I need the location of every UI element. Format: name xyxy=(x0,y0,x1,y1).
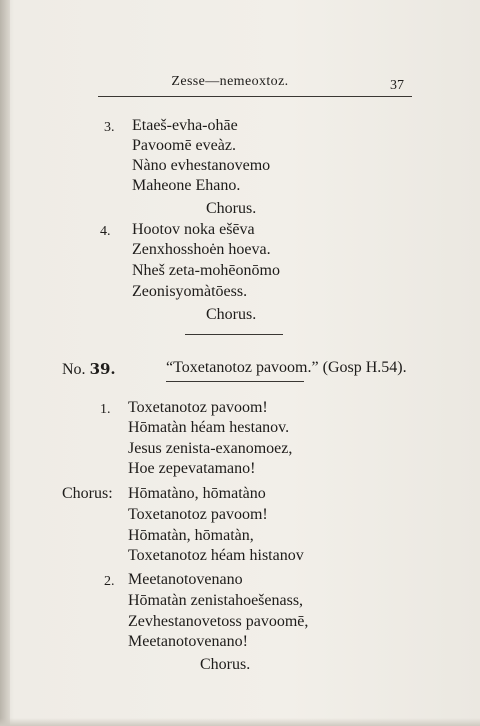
verse-line: Hōmatàn zenistahoešenass, xyxy=(128,592,304,609)
verse-line: Zeonisyomàtōess. xyxy=(132,283,248,300)
hymn-number xyxy=(62,360,116,379)
stanza-number: 4. xyxy=(100,224,111,239)
verse-line: Zevhestanovetoss pavoomē, xyxy=(128,613,309,630)
stanza-number: 1. xyxy=(100,402,111,417)
chorus-label: Chorus: xyxy=(62,485,113,502)
chorus-marker: Chorus. xyxy=(206,306,257,323)
verse-line: Meetanotovenano xyxy=(128,571,243,588)
verse-line: Nheš zeta-mohēonōmo xyxy=(132,262,280,279)
verse-line: Maheone Ehano. xyxy=(132,177,241,194)
running-header: Zesse—nemeoxtoz. xyxy=(171,74,289,89)
title-underline xyxy=(166,381,304,382)
chorus-line: Hōmatàn, hōmatàn, xyxy=(128,527,254,544)
chorus-line: Toxetanotoz héam histanov xyxy=(128,547,304,564)
chorus-line: Toxetanotoz pavoom! xyxy=(128,506,268,523)
hymn-title: “Toxetanotoz pavoom.” xyxy=(166,359,319,376)
chorus-marker: Chorus. xyxy=(206,200,257,217)
chorus-line: Hōmatàno, hōmatàno xyxy=(128,485,266,502)
page-number: 37 xyxy=(390,78,404,93)
verse-line: Etaeš-evha-ohāe xyxy=(132,117,238,134)
verse-line: Hoe zepevatamano! xyxy=(128,460,256,477)
stanza-number: 2. xyxy=(104,574,115,589)
verse-line: Meetanotovenano! xyxy=(128,633,248,650)
stanza-number: 3. xyxy=(104,120,115,135)
page-bottom-edge xyxy=(0,718,480,726)
verse-line: Hōmatàn héam hestanov. xyxy=(128,419,290,436)
page-gutter-shadow xyxy=(0,0,10,726)
verse-line: Pavoomē eveàz. xyxy=(132,137,236,154)
chorus-marker: Chorus. xyxy=(200,656,251,673)
header-rule xyxy=(98,96,412,97)
verse-line: Jesus zenista-exanomoez, xyxy=(128,440,293,457)
verse-line: Hootov noka ešēva xyxy=(132,221,255,238)
verse-line: Toxetanotoz pavoom! xyxy=(128,399,268,416)
hymn-title-line xyxy=(166,359,407,377)
hymn-number-label: No. xyxy=(62,361,86,378)
verse-line: Nàno evhestanovemo xyxy=(132,157,271,174)
hymn-source: (Gosp H.54). xyxy=(318,359,407,376)
verse-line: Zenxhosshoėn hoeva. xyxy=(132,241,271,258)
section-divider xyxy=(185,334,283,335)
hymn-number-value: 39. xyxy=(89,360,116,378)
